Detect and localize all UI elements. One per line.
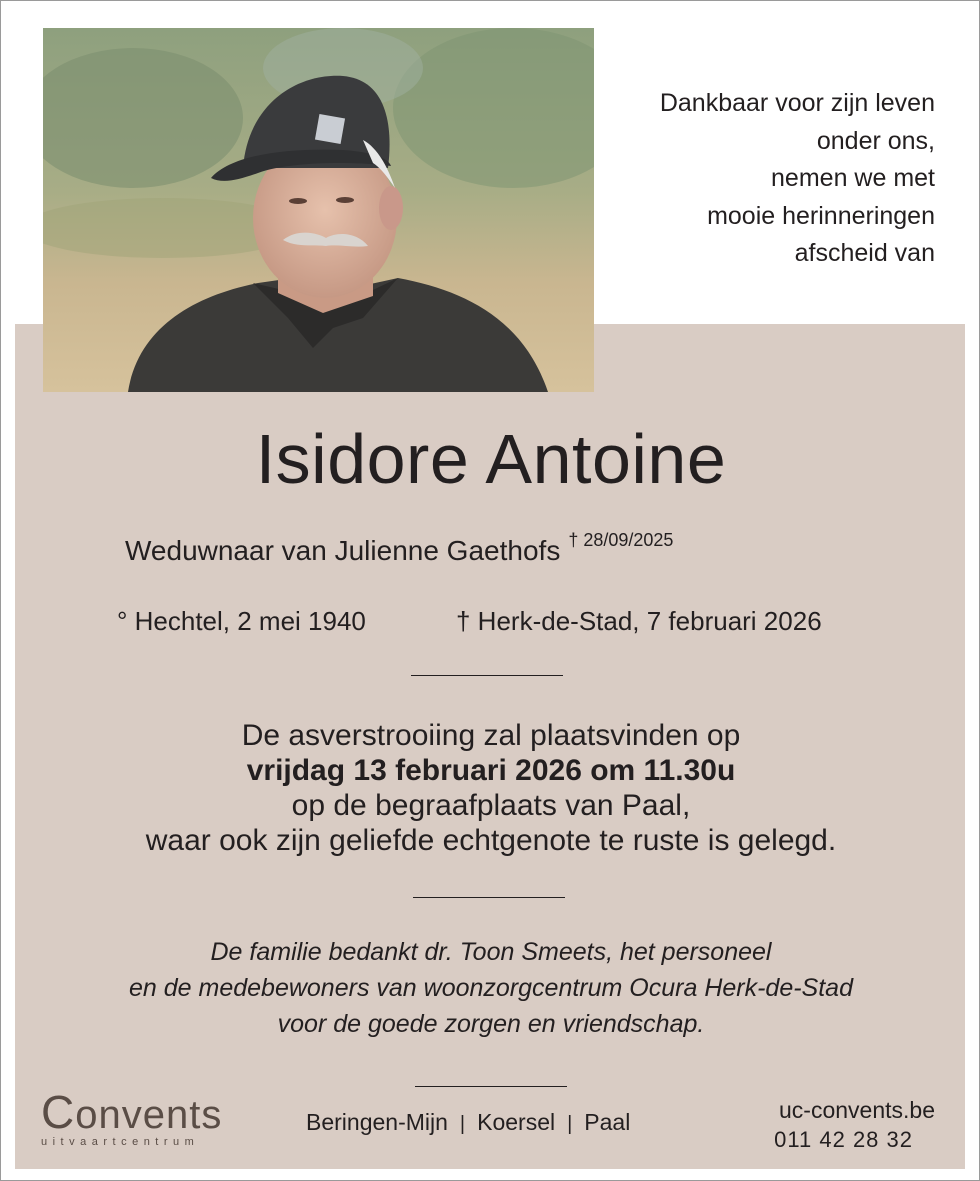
logo-wordmark: Convents — [41, 1086, 223, 1138]
ceremony-line: op de begraafplaats van Paal, — [291, 789, 691, 822]
locations — [306, 1109, 630, 1136]
location-item: Koersel — [477, 1109, 556, 1135]
logo-tagline: uitvaartcentrum — [41, 1136, 200, 1148]
phone-number: 011 42 28 32 — [774, 1127, 913, 1152]
ceremony-date: vrijdag 13 februari 2026 om 11.30u — [246, 754, 736, 787]
widow-text: Weduwnaar van Julienne Gaethofs — [125, 535, 561, 566]
contact-info — [774, 1095, 935, 1155]
thanks-text — [1, 934, 980, 1042]
death-info: † Herk-de-Stad, 7 februari 2026 — [456, 606, 822, 636]
ceremony-line: waar ook zijn geliefde echtgenote te ruste is gelegd. — [145, 824, 837, 857]
ceremony-line: De asverstrooiing zal plaatsvinden op — [241, 719, 741, 752]
thanks-line: De familie bedankt dr. Toon Smeets, het personeel — [210, 938, 772, 966]
convents-logo — [41, 1086, 223, 1148]
separator: | — [459, 1113, 466, 1135]
ceremony-text — [1, 718, 980, 858]
thanks-line: voor de goede zorgen en vriendschap. — [277, 1010, 705, 1038]
spouse-death-date: † 28/09/2025 — [568, 530, 674, 550]
intro-text: Dankbaar voor zijn leven onder ons, nemen we met mooie herinneringen afscheid van — [659, 89, 935, 267]
widow-line — [125, 530, 674, 567]
portrait-photo — [43, 28, 594, 392]
divider — [411, 675, 563, 676]
separator: | — [567, 1113, 573, 1135]
location-item: Beringen-Mijn — [306, 1109, 448, 1135]
birth-info: ° Hechtel, 2 mei 1940 — [117, 606, 366, 636]
divider — [413, 897, 565, 898]
website-link[interactable]: uc-convents.be — [779, 1097, 935, 1123]
location-item: Paal — [584, 1109, 631, 1135]
deceased-name: Isidore Antoine — [255, 420, 727, 498]
thanks-line: en de medebewoners van woonzorgcentrum Ocura Herk-de-Stad — [129, 974, 853, 1002]
divider — [415, 1086, 567, 1087]
